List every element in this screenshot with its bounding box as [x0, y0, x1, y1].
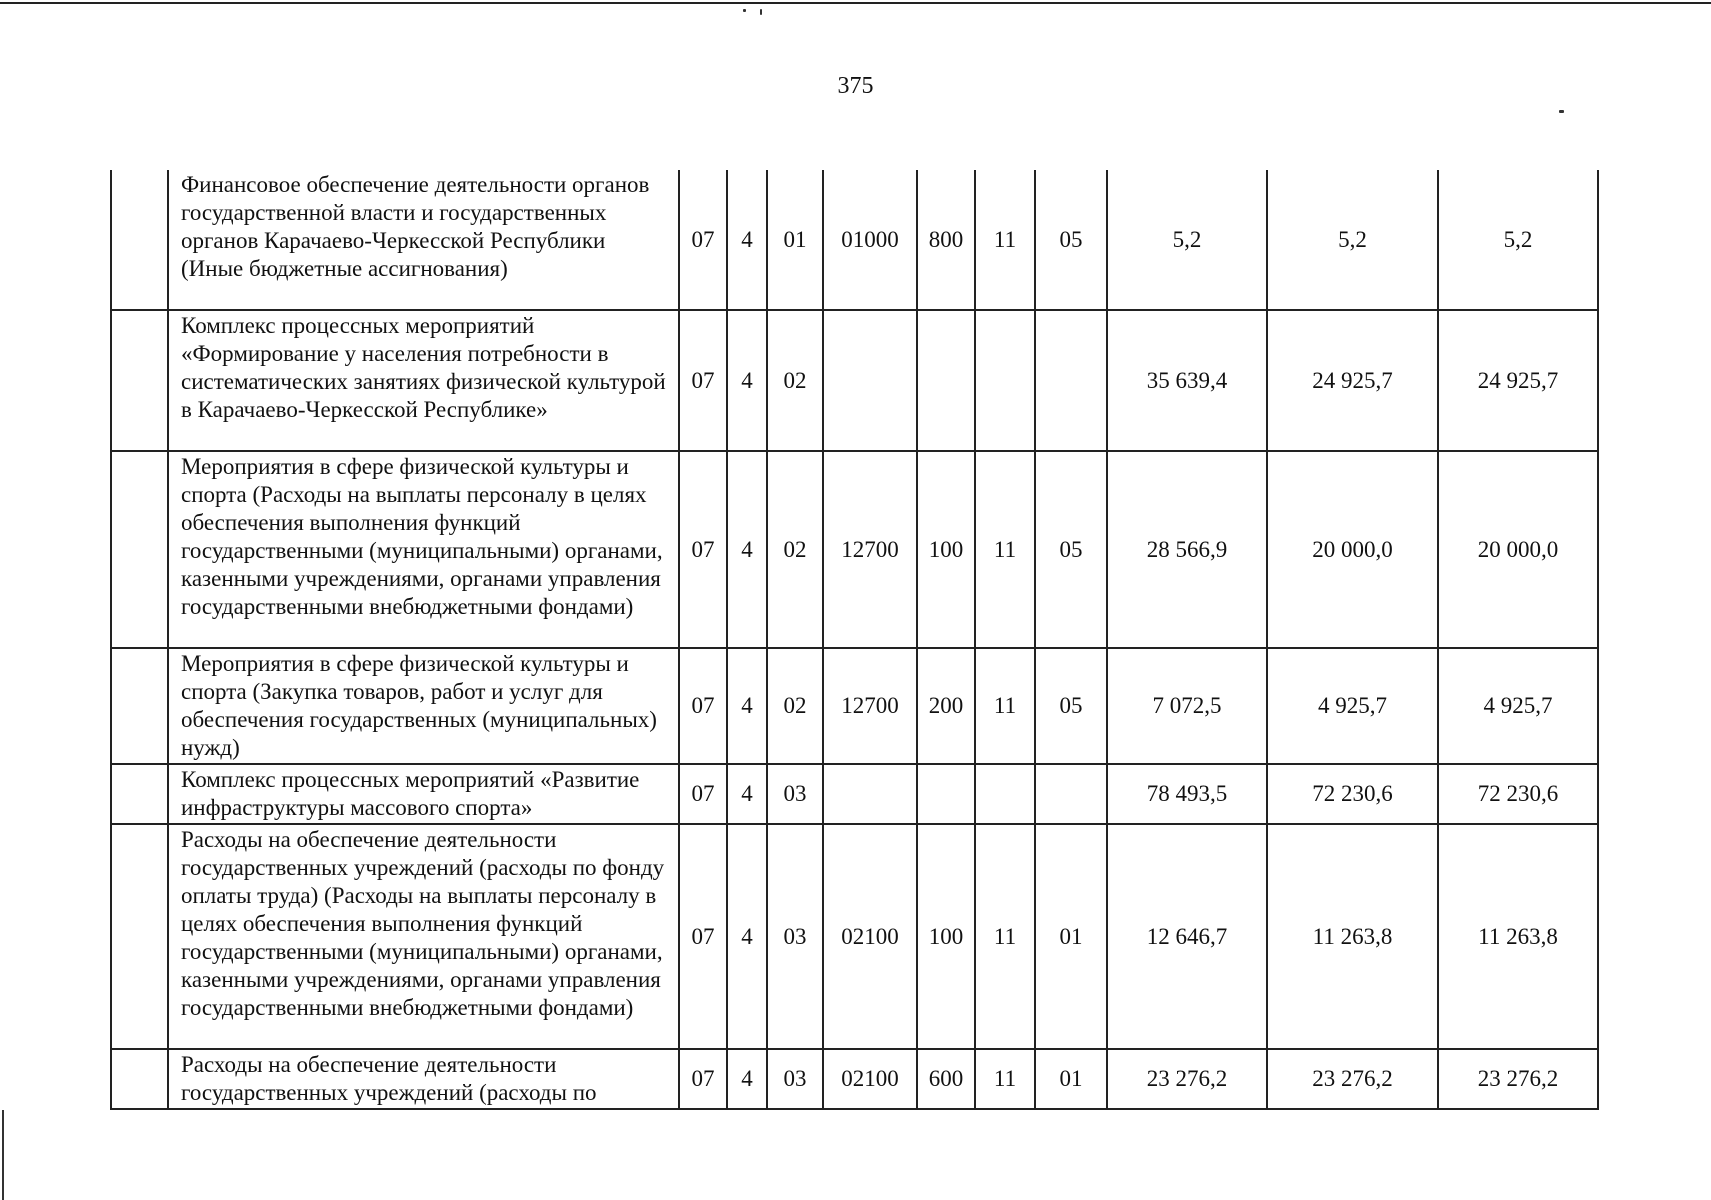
amount-cell: 5,2: [1438, 170, 1598, 310]
amount-cell: 23 276,2: [1107, 1049, 1267, 1109]
index-cell: [111, 310, 168, 451]
amount-cell: 11 263,8: [1438, 824, 1598, 1049]
code-cell: 07: [679, 170, 727, 310]
index-cell: [111, 764, 168, 824]
amount-cell: 72 230,6: [1267, 764, 1438, 824]
code-cell: 200: [917, 648, 975, 764]
code-cell: 11: [975, 824, 1035, 1049]
code-cell: 12700: [823, 451, 917, 648]
table-row: [111, 310, 1598, 451]
description-cell: Комплекс процессных мероприятий «Развитие инфраструктуры массового спорта»: [168, 764, 679, 824]
code-cell: 02100: [823, 824, 917, 1049]
amount-cell: 4 925,7: [1438, 648, 1598, 764]
code-cell: 05: [1035, 451, 1107, 648]
amount-cell: 78 493,5: [1107, 764, 1267, 824]
code-cell: 03: [767, 1049, 823, 1109]
code-cell: 100: [917, 824, 975, 1049]
code-cell: [917, 310, 975, 451]
code-cell: 03: [767, 824, 823, 1049]
amount-cell: 35 639,4: [1107, 310, 1267, 451]
code-cell: 01: [1035, 1049, 1107, 1109]
code-cell: 07: [679, 451, 727, 648]
scan-speck: [1559, 110, 1564, 113]
amount-cell: 72 230,6: [1438, 764, 1598, 824]
code-cell: 600: [917, 1049, 975, 1109]
description-cell: Комплекс процессных мероприятий «Формирование у населения потребности в систематических занятиях физической культурой в Карачаево-Черкесской Республике»: [168, 310, 679, 451]
code-cell: 02: [767, 310, 823, 451]
index-cell: [111, 824, 168, 1049]
code-cell: 11: [975, 170, 1035, 310]
index-cell: [111, 648, 168, 764]
table-row: [111, 170, 1598, 310]
amount-cell: 12 646,7: [1107, 824, 1267, 1049]
description-cell: Мероприятия в сфере физической культуры и спорта (Расходы на выплаты персоналу в целях обеспечения выполнения функций государственными (муниципальными) органами, казенными учреждениями, органами управления государственными внебюджетными фондами): [168, 451, 679, 648]
code-cell: 4: [727, 170, 767, 310]
amount-cell: 28 566,9: [1107, 451, 1267, 648]
code-cell: 07: [679, 310, 727, 451]
code-cell: 11: [975, 1049, 1035, 1109]
page-top-border: [0, 2, 1711, 4]
table-row: [111, 1049, 1598, 1109]
table-row: [111, 648, 1598, 764]
amount-cell: 24 925,7: [1267, 310, 1438, 451]
scan-speck: [743, 9, 746, 12]
code-cell: 11: [975, 451, 1035, 648]
code-cell: 4: [727, 648, 767, 764]
code-cell: [1035, 764, 1107, 824]
amount-cell: 20 000,0: [1438, 451, 1598, 648]
code-cell: 01: [767, 170, 823, 310]
code-cell: 01000: [823, 170, 917, 310]
page-number: 375: [837, 73, 874, 99]
description-cell: Расходы на обеспечение деятельности государственных учреждений (расходы по: [168, 1049, 679, 1109]
code-cell: 4: [727, 310, 767, 451]
code-cell: [823, 310, 917, 451]
code-cell: 05: [1035, 170, 1107, 310]
amount-cell: 23 276,2: [1267, 1049, 1438, 1109]
amount-cell: 24 925,7: [1438, 310, 1598, 451]
description-cell: Финансовое обеспечение деятельности органов государственной власти и государственных органов Карачаево-Черкесской Республики (Иные бюджетные ассигнования): [168, 170, 679, 310]
index-cell: [111, 170, 168, 310]
code-cell: 07: [679, 1049, 727, 1109]
description-cell: Расходы на обеспечение деятельности государственных учреждений (расходы по фонду оплаты труда) (Расходы на выплаты персоналу в целях обеспечения выполнения функций государственными (муниципальными) органами, казенными учреждениями, органами управления государственными внебюджетными фондами): [168, 824, 679, 1049]
index-cell: [111, 451, 168, 648]
description-cell: Мероприятия в сфере физической культуры и спорта (Закупка товаров, работ и услуг для обеспечения государственных (муниципальных) нужд): [168, 648, 679, 764]
page-left-scan-mark: [2, 1110, 4, 1200]
code-cell: [823, 764, 917, 824]
code-cell: 01: [1035, 824, 1107, 1049]
code-cell: 4: [727, 824, 767, 1049]
code-cell: 02100: [823, 1049, 917, 1109]
code-cell: 02: [767, 451, 823, 648]
code-cell: 4: [727, 764, 767, 824]
code-cell: 07: [679, 648, 727, 764]
amount-cell: 7 072,5: [1107, 648, 1267, 764]
code-cell: [917, 764, 975, 824]
code-cell: 12700: [823, 648, 917, 764]
amount-cell: 11 263,8: [1267, 824, 1438, 1049]
amount-cell: 20 000,0: [1267, 451, 1438, 648]
amount-cell: 23 276,2: [1438, 1049, 1598, 1109]
code-cell: 07: [679, 824, 727, 1049]
code-cell: 03: [767, 764, 823, 824]
code-cell: 05: [1035, 648, 1107, 764]
table-row: [111, 451, 1598, 648]
code-cell: 11: [975, 648, 1035, 764]
code-cell: 4: [727, 451, 767, 648]
code-cell: [975, 764, 1035, 824]
code-cell: 4: [727, 1049, 767, 1109]
table-row: [111, 764, 1598, 824]
code-cell: 800: [917, 170, 975, 310]
index-cell: [111, 1049, 168, 1109]
code-cell: 100: [917, 451, 975, 648]
table-row: [111, 824, 1598, 1049]
code-cell: [975, 310, 1035, 451]
amount-cell: 4 925,7: [1267, 648, 1438, 764]
code-cell: 07: [679, 764, 727, 824]
scan-speck: [760, 9, 762, 15]
amount-cell: 5,2: [1267, 170, 1438, 310]
code-cell: 02: [767, 648, 823, 764]
budget-table: [110, 170, 1599, 1110]
code-cell: [1035, 310, 1107, 451]
amount-cell: 5,2: [1107, 170, 1267, 310]
